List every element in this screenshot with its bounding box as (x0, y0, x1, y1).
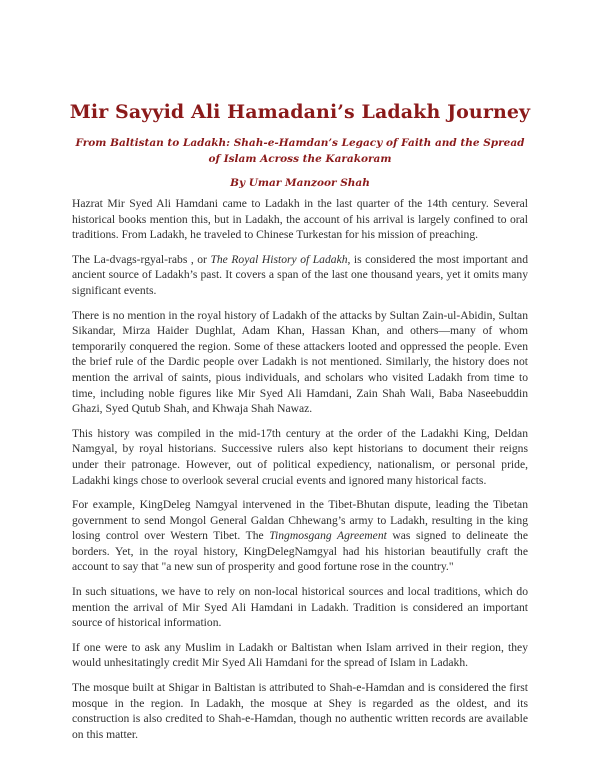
paragraph-5-text-end: was signed to delineate the borders. Yet, in the royal history, KingDelegNamgyal had his historian beautifully craft the account to say that "a new sun of prosperity and good fortune rose in the country." (72, 529, 528, 574)
document-title: Mir Sayyid Ali Hamadani’s Ladakh Journey (69, 101, 531, 123)
paragraph-1: Hazrat Mir Syed Ali Hamdani came to Ladakh in the last quarter of the 14th century. Several historical books mention this, but in Ladakh, the account of his arrival is largely confined to oral traditions. From Ladakh, he traveled to Chinese Turkestan for his mission of preaching. (72, 197, 528, 242)
book-title-royal-history: The Royal History of Ladakh (210, 252, 348, 266)
agreement-name: Tingmosgang Agreement (269, 529, 387, 543)
paragraph-4: This history was compiled in the mid-17th century at the order of the Ladakhi King, Deldan Namgyal, by royal historians. Successive rulers also kept historians to document their reigns under their patronage. However, out of political expediency, nationalism, or personal pride, Ladakhi kings chose to overlook several crucial events and ignored many historical facts. (72, 426, 528, 487)
paragraph-2-text-end: , is considered the most important and ancient source of Ladakh’s past. It covers a span of the last one thousand years, yet it omits many significant events. (72, 252, 528, 297)
paragraph-5-text-start: For example, KingDeleg Namgyal intervened in the Tibet-Bhutan dispute, leading the Tibetan government to send Mongol General Galdan Chhewang’s army to Ladakh, resulting in the king losing control over Western Tibet. The (72, 498, 528, 543)
paragraph-6: In such situations, we have to rely on non-local historical sources and local traditions, which do mention the arrival of Mir Syed Ali Hamdani in Ladakh. Tradition is considered an important source of historical information. (72, 585, 528, 630)
document-subtitle: From Baltistan to Ladakh: Shah-e-Hamdan’s Legacy of Faith and the Spread of Islam Across the Karakoram (75, 137, 525, 165)
paragraph-5 (72, 497, 528, 575)
article-body (72, 196, 528, 751)
paragraph-2-text-start: The La-dvags-rgyal-rabs , or (72, 252, 211, 266)
paragraph-3: There is no mention in the royal history of Ladakh of the attacks by Sultan Zain-ul-Abidin, Sultan Sikandar, Mirza Haider Dughlat, Adam Khan, Hassan Khan, and others—many of whom temporarily conquered the region. Some of these attackers looted and oppressed the people. Even the brief rule of the Dardic people over Ladakh is not mentioned. Similarly, the history does not mention the arrival of saints, pious individuals, and scholars who visited Ladakh from time to time, including noble figures like Mir Syed Ali Hamdani, Zain Shah Wali, Baba Naseebuddin Ghazi, Syed Qutub Shah, and Khwaja Shah Nawaz. (72, 308, 528, 416)
paragraph-2 (72, 252, 528, 299)
paragraph-7: If one were to ask any Muslim in Ladakh or Baltistan when Islam arrived in their region, they would unhesitatingly credit Mir Syed Ali Hamdani for the spread of Islam in Ladakh. (72, 640, 528, 670)
author-byline: By Umar Manzoor Shah (230, 177, 370, 189)
paragraph-8: The mosque built at Shigar in Baltistan is attributed to Shah-e-Hamdan and is considered the first mosque in the region. In Ladakh, the mosque at Shey is regarded as the oldest, and its construction is also credited to Shah-e-Hamdan, though no authentic written records are available on this matter. (72, 681, 528, 741)
